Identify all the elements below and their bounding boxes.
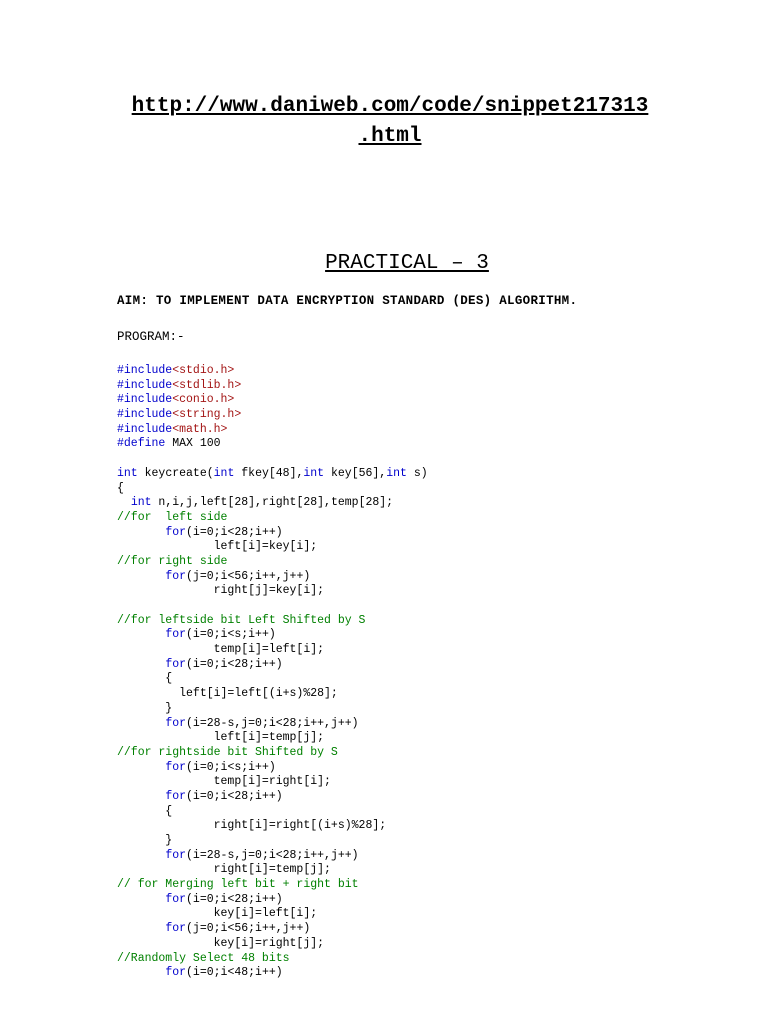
code-line bbox=[117, 863, 737, 878]
code-line bbox=[117, 599, 737, 614]
code-line bbox=[117, 687, 737, 702]
code-keyword: int bbox=[130, 496, 152, 510]
code-text: left[i]=temp[j]; bbox=[117, 731, 325, 745]
code-string: <math.h> bbox=[172, 422, 228, 436]
code-text: right[i]=temp[j]; bbox=[117, 863, 331, 877]
code-keyword: for bbox=[165, 628, 187, 642]
code-text: (i=0;i<48;i++) bbox=[186, 966, 283, 980]
code-line bbox=[117, 966, 737, 981]
code-text bbox=[117, 526, 165, 539]
code-text: key[56], bbox=[324, 466, 387, 480]
code-text: right[i]=right[(i+s)%28]; bbox=[117, 819, 387, 833]
aim-statement: AIM: TO IMPLEMENT DATA ENCRYPTION STANDARD (DES) ALGORITHM. bbox=[117, 294, 578, 308]
code-line bbox=[117, 834, 737, 849]
code-text: (i=0;i<28;i++) bbox=[186, 525, 283, 539]
code-string: <stdio.h> bbox=[172, 364, 235, 377]
code-text: } bbox=[117, 834, 173, 847]
code-line bbox=[117, 775, 737, 790]
code-comment: // for Merging left bit + right bit bbox=[117, 878, 359, 892]
code-line bbox=[117, 452, 737, 467]
code-string: <stdlib.h> bbox=[172, 378, 242, 392]
code-line bbox=[117, 922, 737, 937]
code-keyword: for bbox=[165, 966, 187, 980]
code-text bbox=[117, 893, 165, 906]
code-text bbox=[117, 922, 165, 935]
code-keyword: #define bbox=[117, 437, 166, 451]
code-line bbox=[117, 482, 737, 497]
code-line bbox=[117, 819, 737, 834]
code-string: <conio.h> bbox=[172, 393, 235, 407]
code-line bbox=[117, 952, 737, 967]
code-comment: //Randomly Select 48 bits bbox=[117, 951, 290, 965]
code-text bbox=[117, 658, 165, 671]
code-line bbox=[117, 672, 737, 687]
code-text: left[i]=key[i]; bbox=[117, 540, 318, 554]
code-text bbox=[117, 628, 165, 641]
code-keyword: for bbox=[165, 848, 187, 862]
code-text: { bbox=[117, 672, 173, 686]
code-keyword: for bbox=[165, 922, 187, 936]
code-line bbox=[117, 893, 737, 908]
code-keyword: int bbox=[303, 466, 325, 480]
code-line bbox=[117, 540, 737, 555]
code-keyword: #include bbox=[117, 364, 173, 377]
code-line bbox=[117, 702, 737, 717]
code-text: temp[i]=left[i]; bbox=[117, 643, 325, 657]
code-text: (i=0;i<s;i++) bbox=[186, 628, 276, 642]
code-line bbox=[117, 408, 737, 423]
source-url[interactable] bbox=[60, 92, 720, 152]
code-line bbox=[117, 628, 737, 643]
code-line bbox=[117, 584, 737, 599]
code-text bbox=[117, 966, 165, 979]
code-text: (i=0;i<s;i++) bbox=[186, 760, 276, 774]
code-line bbox=[117, 555, 737, 570]
code-keyword: #include bbox=[117, 393, 173, 407]
code-text bbox=[117, 570, 165, 583]
code-line bbox=[117, 805, 737, 820]
code-keyword: #include bbox=[117, 378, 173, 392]
code-text bbox=[117, 790, 165, 803]
code-line bbox=[117, 393, 737, 408]
code-text: { bbox=[117, 804, 173, 818]
code-keyword: for bbox=[165, 892, 187, 906]
code-text: (j=0;i<56;i++,j++) bbox=[186, 569, 311, 583]
code-comment: //for leftside bit Left Shifted by S bbox=[117, 613, 366, 627]
code-text: keycreate( bbox=[137, 466, 214, 480]
code-text: key[i]=left[i]; bbox=[117, 907, 318, 921]
code-text: (i=0;i<28;i++) bbox=[186, 789, 283, 803]
code-text: { bbox=[117, 481, 124, 495]
code-keyword: for bbox=[165, 657, 187, 671]
code-line bbox=[117, 849, 737, 864]
source-url-link[interactable] bbox=[132, 95, 649, 148]
code-comment: //for right side bbox=[117, 554, 228, 568]
code-line bbox=[117, 746, 737, 761]
code-line bbox=[117, 937, 737, 952]
code-line bbox=[117, 570, 737, 585]
code-line bbox=[117, 761, 737, 776]
code-text: MAX 100 bbox=[165, 437, 221, 451]
code-keyword: #include bbox=[117, 408, 173, 422]
code-line bbox=[117, 379, 737, 394]
code-keyword: int bbox=[386, 466, 407, 480]
code-text: (i=0;i<28;i++) bbox=[186, 892, 283, 906]
code-string: <string.h> bbox=[172, 408, 242, 422]
code-keyword: for bbox=[165, 569, 187, 583]
code-line bbox=[117, 658, 737, 673]
url-line-1: http://www.daniweb.com/code/snippet217313 bbox=[131, 95, 649, 118]
code-text bbox=[117, 717, 165, 730]
code-line bbox=[117, 526, 737, 541]
code-line bbox=[117, 467, 737, 482]
code-keyword: for bbox=[165, 789, 187, 803]
code-keyword: int bbox=[213, 466, 235, 480]
code-text: } bbox=[117, 701, 173, 715]
url-line-2: .html bbox=[358, 125, 422, 148]
code-line bbox=[117, 907, 737, 922]
code-line bbox=[117, 717, 737, 732]
code-comment: //for left side bbox=[117, 510, 228, 524]
code-text: fkey[48], bbox=[234, 466, 304, 480]
code-text: temp[i]=right[i]; bbox=[117, 775, 331, 789]
code-line bbox=[117, 364, 737, 379]
page-title: PRACTICAL – 3 bbox=[325, 252, 489, 275]
code-text: (j=0;i<56;i++,j++) bbox=[186, 922, 311, 936]
code-keyword: for bbox=[165, 716, 187, 730]
code-text: right[j]=key[i]; bbox=[117, 584, 325, 598]
code-text bbox=[117, 849, 165, 862]
code-line bbox=[117, 614, 737, 629]
code-keyword: for bbox=[165, 525, 187, 539]
code-text: (i=28-s,j=0;i<28;i++,j++) bbox=[186, 848, 359, 862]
code-line bbox=[117, 731, 737, 746]
code-text: (i=28-s,j=0;i<28;i++,j++) bbox=[186, 716, 359, 730]
code-line bbox=[117, 643, 737, 658]
code-comment: //for rightside bit Shifted by S bbox=[117, 745, 338, 759]
code-line bbox=[117, 423, 737, 438]
code-keyword: for bbox=[165, 760, 187, 774]
code-text: n,i,j,left[28],right[28],temp[28]; bbox=[151, 496, 394, 510]
code-text bbox=[117, 496, 131, 509]
code-text: s) bbox=[406, 466, 428, 480]
code-keyword: int bbox=[117, 466, 138, 480]
code-text: key[i]=right[j]; bbox=[117, 936, 325, 950]
code-line bbox=[117, 437, 737, 452]
code-line bbox=[117, 790, 737, 805]
program-label: PROGRAM:- bbox=[117, 330, 185, 344]
code-listing bbox=[117, 364, 737, 981]
code-line bbox=[117, 878, 737, 893]
code-text: (i=0;i<28;i++) bbox=[186, 657, 283, 671]
code-line bbox=[117, 496, 737, 511]
code-keyword: #include bbox=[117, 422, 173, 436]
code-line bbox=[117, 511, 737, 526]
code-text: left[i]=left[(i+s)%28]; bbox=[117, 687, 338, 701]
code-text bbox=[117, 761, 165, 774]
